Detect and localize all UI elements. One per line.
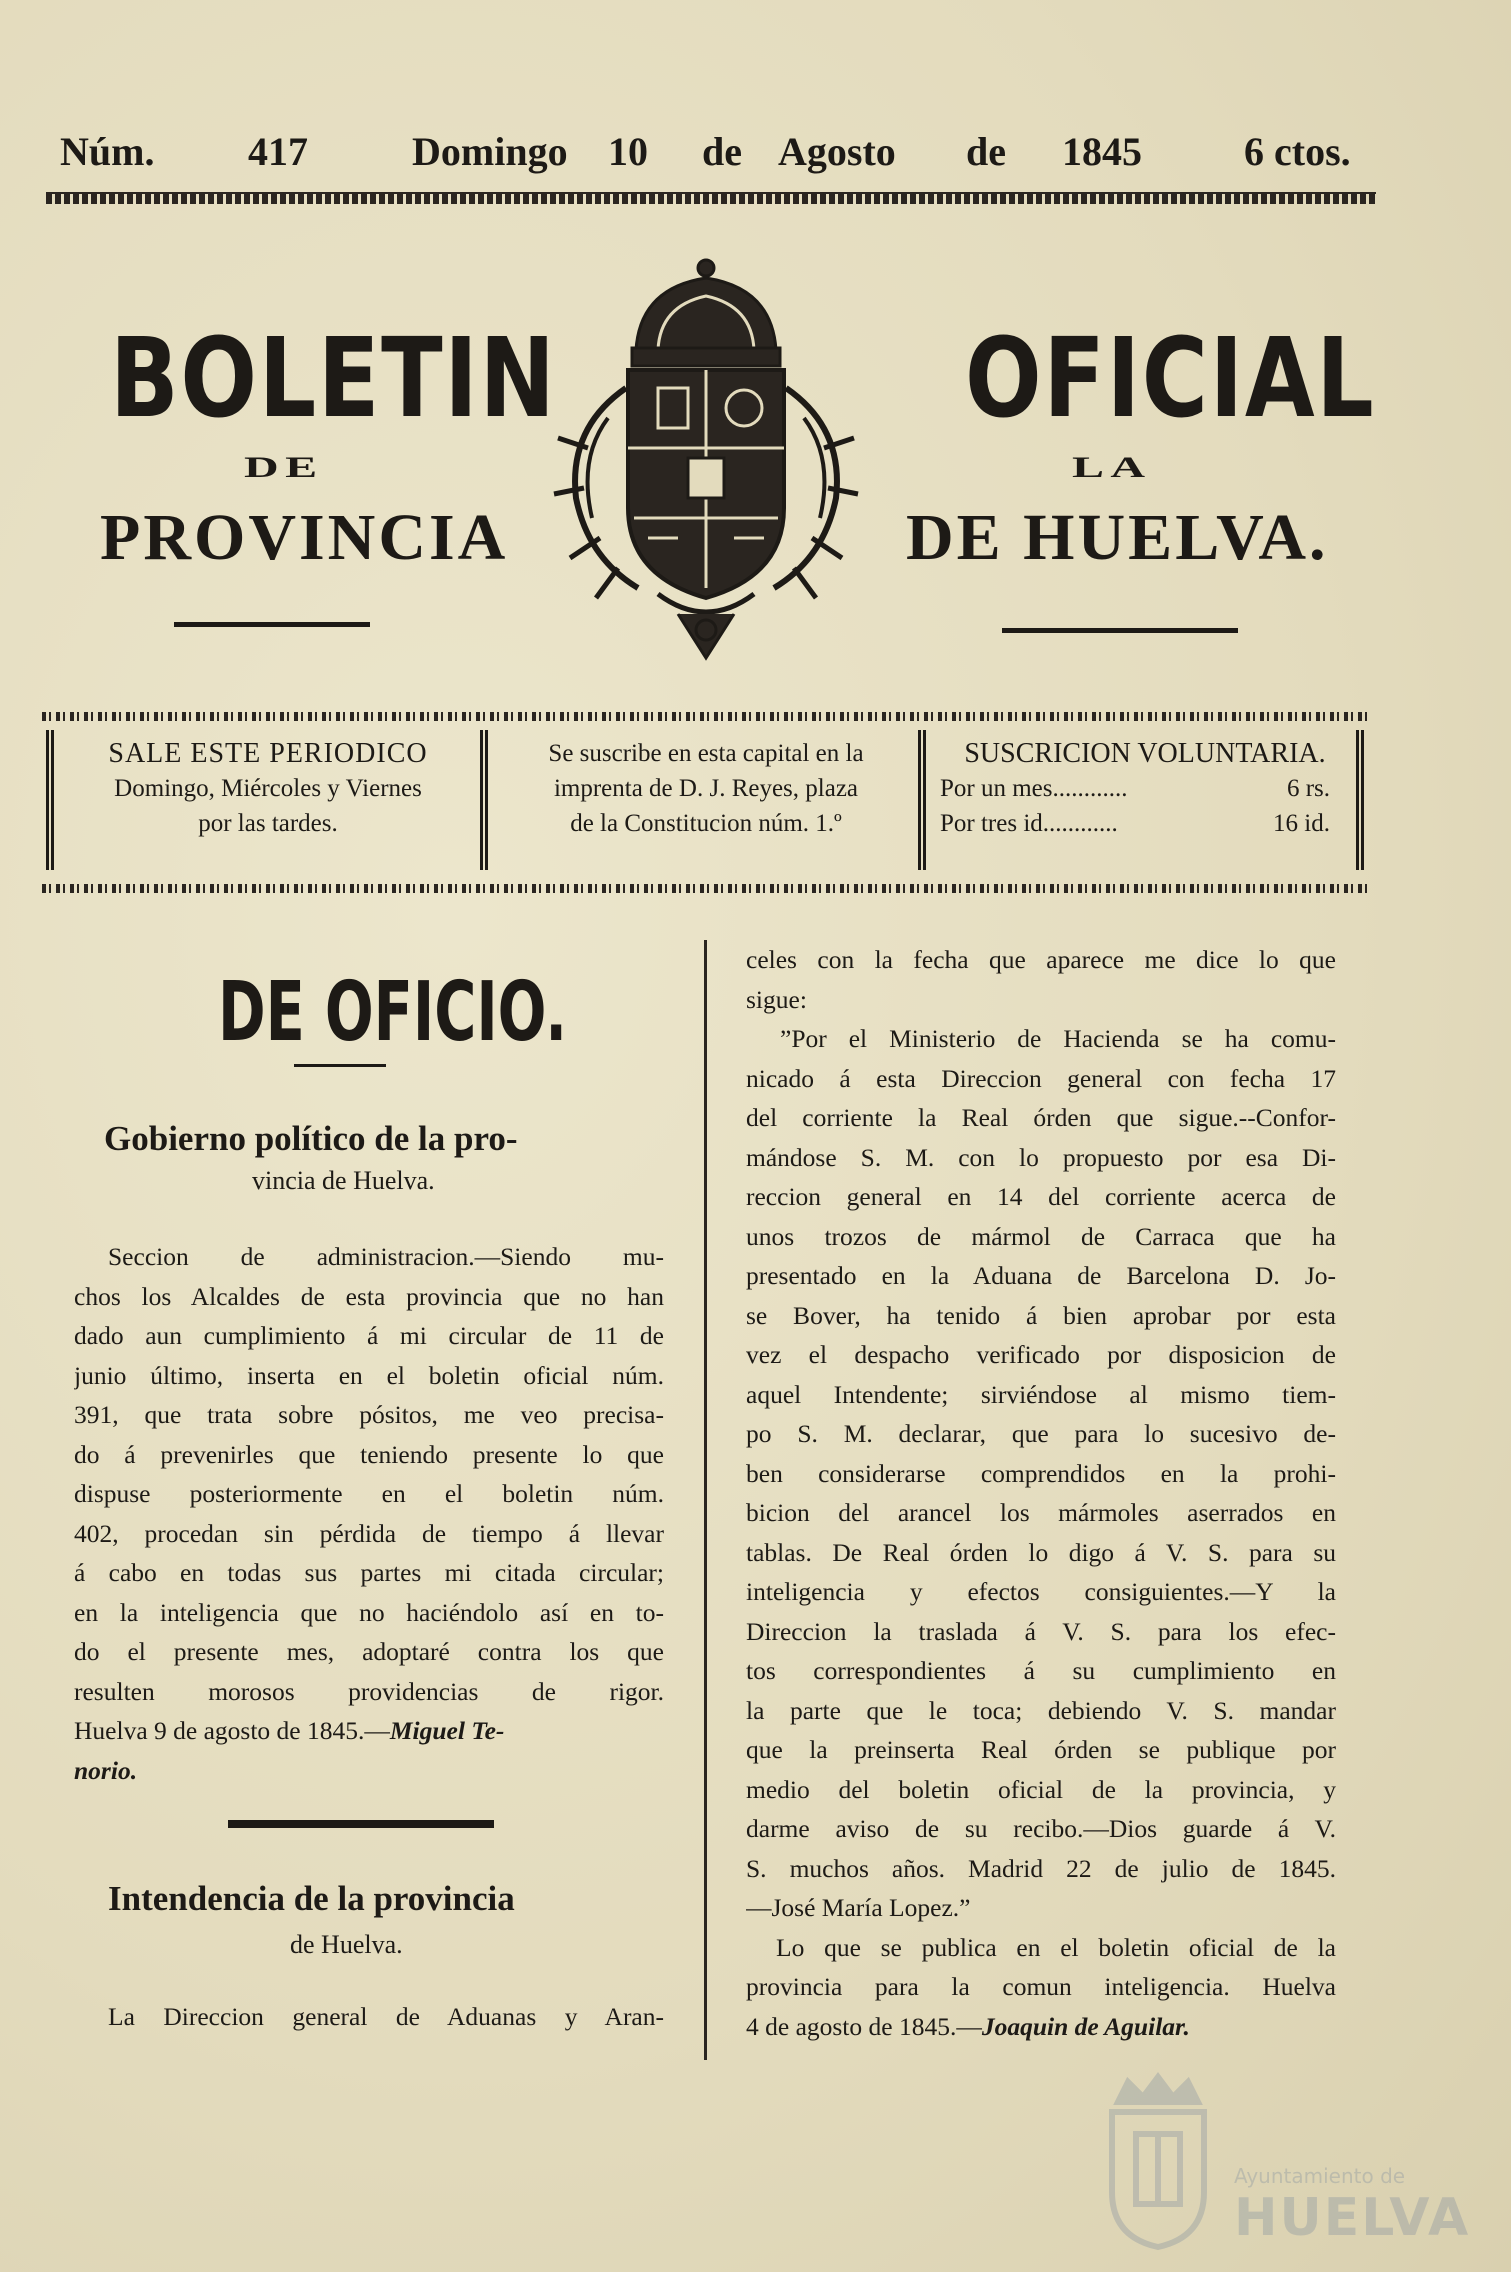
signature-name-cont: norio. (74, 1755, 138, 1785)
section-subtitle-gobierno: vincia de Huelva. (252, 1166, 435, 1195)
watermark-text-big: HUELVA (1234, 2188, 1471, 2248)
info-price-value: 16 id. (1273, 810, 1330, 837)
signature-name: Joaquin de Aguilar. (981, 2011, 1190, 2041)
masthead-word-oficial: OFICIAL (965, 314, 1376, 442)
column-divider (704, 940, 707, 2060)
text-line: nicado á esta Direccion general con fecha 17 (746, 1063, 1336, 1093)
text-line (746, 2007, 1336, 2047)
text-line: 391, que trata sobre pósitos, me veo precisa- (74, 1400, 664, 1429)
info-publication-schedule (66, 736, 470, 866)
info-place-line-1: Se suscribe en esta capital en la (548, 740, 864, 767)
info-price-row (940, 771, 1350, 806)
masthead-rule-left (174, 622, 370, 627)
text-line: aquel Intendente; sirviéndose al mismo tiem- (746, 1379, 1336, 1409)
text-line: que la preinserta Real órden se publique por (746, 1735, 1336, 1764)
signature-name: Miguel Te- (389, 1716, 505, 1745)
info-strip-bottom-rule (42, 884, 1372, 893)
text-line: tablas. De Real órden lo digo á V. S. para su (746, 1537, 1336, 1567)
text-line: do á prevenirles que teniendo presente lo que (74, 1439, 664, 1469)
text-line: darme aviso de su recibo.—Dios guarde á V. (746, 1814, 1336, 1843)
issue-number-label: Núm. (60, 129, 155, 174)
info-divider (918, 730, 926, 870)
info-price-label: Por un mes............ (940, 775, 1128, 802)
issue-header (60, 122, 1380, 182)
watermark-text-small: Ayuntamiento de (1234, 2164, 1406, 2188)
section-separator-rule (228, 1820, 494, 1828)
section-subtitle-intendencia: de Huelva. (290, 1930, 403, 1959)
text-line: Seccion de administracion.—Siendo mu- (108, 1242, 664, 1271)
text-line: resulten morosos providencias de rigor. (74, 1676, 664, 1706)
issue-day: 10 (608, 129, 648, 174)
text-line: medio del boletin oficial de la provincia, y (746, 1774, 1336, 1804)
huelva-crest-icon (1098, 2072, 1218, 2252)
issue-number: 417 (248, 129, 308, 174)
text-line: unos trozos de mármol de Carraca que ha (746, 1221, 1336, 1251)
issue-month: Agosto (778, 129, 896, 174)
text-line: La Direccion general de Aduanas y Aran- (108, 2002, 664, 2031)
text-line: do el presente mes, adoptaré contra los que (74, 1637, 664, 1666)
info-place-line-3: de la Constitucion núm. 1.º (570, 810, 842, 837)
text-line: ”Por el Ministerio de Hacienda se ha comu- (780, 1024, 1336, 1053)
text-line: po S. M. declarar, que para lo sucesivo de- (746, 1419, 1336, 1448)
info-divider (46, 730, 54, 870)
masthead-small-de: DE (244, 451, 324, 484)
header-rule (46, 192, 1376, 204)
ayuntamiento-watermark (1098, 2072, 1471, 2262)
info-place-line-2: imprenta de D. J. Reyes, plaza (553, 775, 859, 802)
issue-year: 1845 (1062, 129, 1142, 174)
text-line (74, 1751, 664, 1791)
text-line: —José María Lopez.” (746, 1893, 971, 1922)
text-line: junio último, inserta en el boletin oficial núm. (74, 1360, 664, 1390)
masthead-rule-right (1002, 628, 1238, 633)
text-line: á cabo en todas sus partes mi citada circular; (74, 1558, 664, 1587)
text-line: presentado en la Aduana de Barcelona D. Jo- (746, 1261, 1336, 1290)
info-subscription-prices (940, 736, 1350, 866)
info-divider (480, 730, 488, 870)
text-line: vez el despacho verificado por disposicion de (746, 1340, 1336, 1369)
text-line: inteligencia y efectos consiguientes.—Y la (746, 1577, 1336, 1606)
text-line: Direccion la traslada á V. S. para los efec- (746, 1616, 1336, 1646)
text-line: ben considerarse comprendidos en la prohi- (746, 1458, 1336, 1488)
text-line-date: Huelva 9 de agosto de 1845.— (74, 1716, 390, 1745)
info-price-value: 6 rs. (1286, 775, 1330, 802)
info-price-label: Por tres id............ (940, 810, 1118, 837)
text-line: S. muchos años. Madrid 22 de julio de 1845. (746, 1853, 1336, 1883)
text-line: sigue: (746, 984, 807, 1014)
text-line: se Bover, ha tenido á bien aprobar por esta (746, 1300, 1336, 1330)
text-line (74, 1711, 664, 1751)
article-intendencia-opening (74, 1997, 664, 2037)
text-line: dispuse posteriormente en el boletin núm. (74, 1479, 664, 1508)
section-heading-de-oficio: DE OFICIO. (218, 965, 568, 1060)
masthead-word-boletin: BOLETIN (110, 314, 557, 442)
info-schedule-time: por las tardes. (198, 810, 338, 837)
text-line: la parte que le toca; debiendo V. S. mandar (746, 1695, 1336, 1725)
text-line: 402, procedan sin pérdida de tiempo á llevar (74, 1518, 664, 1548)
text-line: reccion general en 14 del corriente acerca de (746, 1182, 1336, 1211)
issue-weekday: Domingo (412, 129, 568, 174)
masthead-small-la: LA (1072, 451, 1152, 484)
info-subscription-place (500, 736, 912, 866)
ornament-rule (294, 1064, 386, 1067)
text-line: en la inteligencia que no haciéndolo así en to- (74, 1597, 664, 1627)
section-title-intendencia: Intendencia de la provincia (108, 1879, 515, 1918)
text-line: del corriente la Real órden que sigue.--Confor- (746, 1103, 1336, 1132)
text-line: Lo que se publica en el boletin oficial de la (776, 1932, 1336, 1962)
issue-de-2: de (966, 129, 1006, 174)
issue-de-1: de (702, 129, 742, 174)
text-line: bicion del arancel los mármoles aserrados en (746, 1498, 1336, 1527)
text-line: celes con la fecha que aparece me dice lo que (746, 945, 1336, 974)
info-schedule-days: Domingo, Miércoles y Viernes (114, 775, 422, 802)
info-schedule-title: SALE ESTE PERIODICO (108, 738, 428, 769)
info-price-row (940, 806, 1350, 841)
article-intendencia-body (746, 940, 1336, 2046)
section-title-gobierno: Gobierno político de la pro- (104, 1119, 518, 1158)
info-prices-title: SUSCRICION VOLUNTARIA. (964, 738, 1326, 769)
text-line: mándose S. M. con lo propuesto por esa Di- (746, 1142, 1336, 1172)
masthead-provincia: PROVINCIA (100, 501, 509, 574)
article-gobierno-body (74, 1237, 664, 1790)
text-line: chos los Alcaldes de esta provincia que no han (74, 1281, 664, 1311)
text-line: tos correspondientes á su cumplimiento en (746, 1656, 1336, 1685)
text-line: dado aun cumplimiento á mi circular de 11 de (74, 1321, 664, 1350)
text-line-date: 4 de agosto de 1845.— (746, 2011, 982, 2041)
text-line: provincia para la comun inteligencia. Huelva (746, 1972, 1336, 2001)
issue-price: 6 ctos. (1244, 129, 1351, 174)
info-strip-top-rule (42, 712, 1372, 721)
info-divider (1356, 730, 1364, 870)
masthead-de-huelva: DE HUELVA. (906, 501, 1329, 574)
coat-of-arms-icon (548, 258, 864, 670)
